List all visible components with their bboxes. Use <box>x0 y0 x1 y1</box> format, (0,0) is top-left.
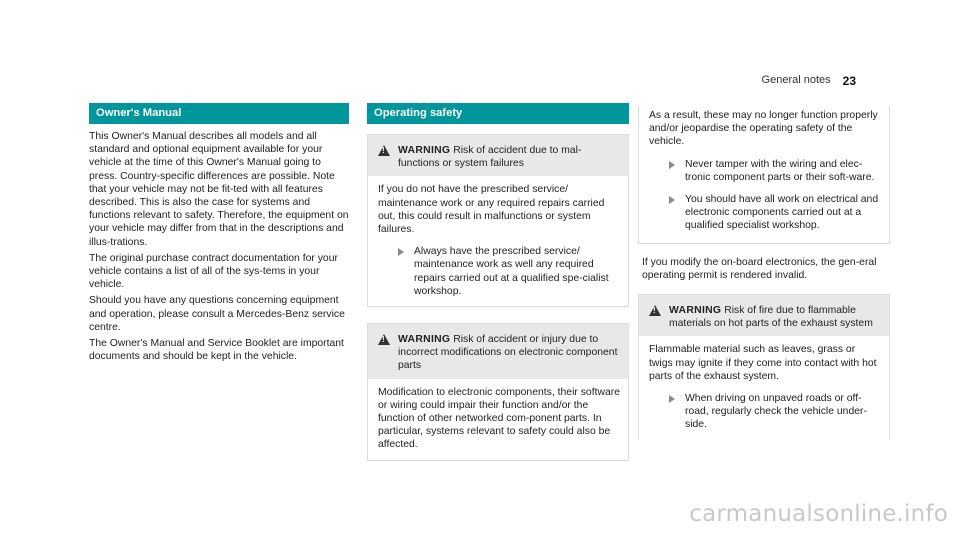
warning-body <box>368 176 628 306</box>
section-heading-owners-manual: Owner's Manual <box>89 103 349 124</box>
watermark: carmanualsonline.info <box>689 501 948 527</box>
step-arrow-icon <box>669 196 675 204</box>
paragraph: If you modify the on-board electronics, the gen-eral operating permit is rendered invalid. <box>642 256 877 281</box>
warning-box-modifications <box>367 323 629 461</box>
instruction-step <box>398 245 620 298</box>
step-text: Never tamper with the wiring and elec-tronic component parts or their soft-ware. <box>685 158 875 183</box>
paragraph: The original purchase contract documentation for your vehicle contains a list of all of the sys-tems in your vehicle. <box>89 252 338 291</box>
warning-label: WARNING <box>398 334 451 346</box>
warning-header <box>639 295 889 336</box>
section-heading-operating-safety: Operating safety <box>367 103 629 124</box>
section-title: General notes <box>761 74 831 86</box>
warning-triangle-icon <box>649 305 661 316</box>
warning-text: Flammable material such as leaves, grass or twigs may ignite if they come into contact with hot parts of the exhaust system. <box>649 344 877 382</box>
page-header <box>762 74 856 88</box>
warning-body: Modification to electronic components, their software or wiring could impair their function and/or the function of other networked com-ponent parts. In particular, systems relevant to safety could also be affected. <box>378 386 620 451</box>
continuation-text: As a result, these may no longer function properly and/or jeopardise the operating safety of the vehicle. <box>649 110 878 148</box>
warning-continuation <box>638 106 890 244</box>
page-number: 23 <box>842 74 856 88</box>
paragraph: The Owner's Manual and Service Booklet are important documents and should be kept in the vehicle. <box>89 338 344 363</box>
paragraph: This Owner's Manual describes all models and all standard and optional equipment available for your vehicle at the time of this Owner's Manual going to press. Country-specific differences are possible. Note that your vehicle may not be fit-ted with all features described. This is also the case for systems and functions relevant to safety. Therefore, the equipment on your vehicle may differ from that in the descriptions and illus-trations. <box>89 131 349 248</box>
instruction-step <box>669 392 881 432</box>
warning-label: WARNING <box>669 305 722 317</box>
step-arrow-icon <box>669 395 675 403</box>
step-arrow-icon <box>669 161 675 169</box>
warning-box-fire <box>638 294 890 440</box>
warning-triangle-icon <box>378 145 390 156</box>
warning-title: Risk of fire due to flammable materials on hot parts of the exhaust system <box>669 305 873 330</box>
warning-header <box>368 135 628 176</box>
warning-body <box>639 336 889 439</box>
warning-label: WARNING <box>398 145 451 156</box>
instruction-step <box>669 193 881 233</box>
owners-manual-section <box>89 103 349 366</box>
step-arrow-icon <box>398 248 404 256</box>
step-text: Always have the prescribed service/ maintenance work as well any required repairs carried out at a qualified spe-cialist workshop. <box>414 246 609 297</box>
warning-text: If you do not have the prescribed service/ maintenance work or any required repairs carried out, this could result in malfunctions or system failures. <box>378 184 605 236</box>
warning-box-malfunctions <box>367 134 629 307</box>
continued-section <box>638 106 890 440</box>
warning-header <box>368 324 628 379</box>
step-text: You should have all work on electrical and electronic components carried out at a qualified specialist workshop. <box>685 194 879 232</box>
paragraph: Should you have any questions concerning equipment and operation, please consult a Mercedes-Benz service centre. <box>89 295 345 333</box>
instruction-step <box>669 158 881 184</box>
operating-safety-section <box>367 103 629 461</box>
warning-title: Risk of accident due to mal-functions or system failures <box>398 145 582 170</box>
warning-title: Risk of accident or injury due to incorrect modifications on electronic component parts <box>398 334 618 372</box>
warning-triangle-icon <box>378 334 390 345</box>
step-text: When driving on unpaved roads or off-road, regularly check the vehicle under-side. <box>685 393 867 431</box>
